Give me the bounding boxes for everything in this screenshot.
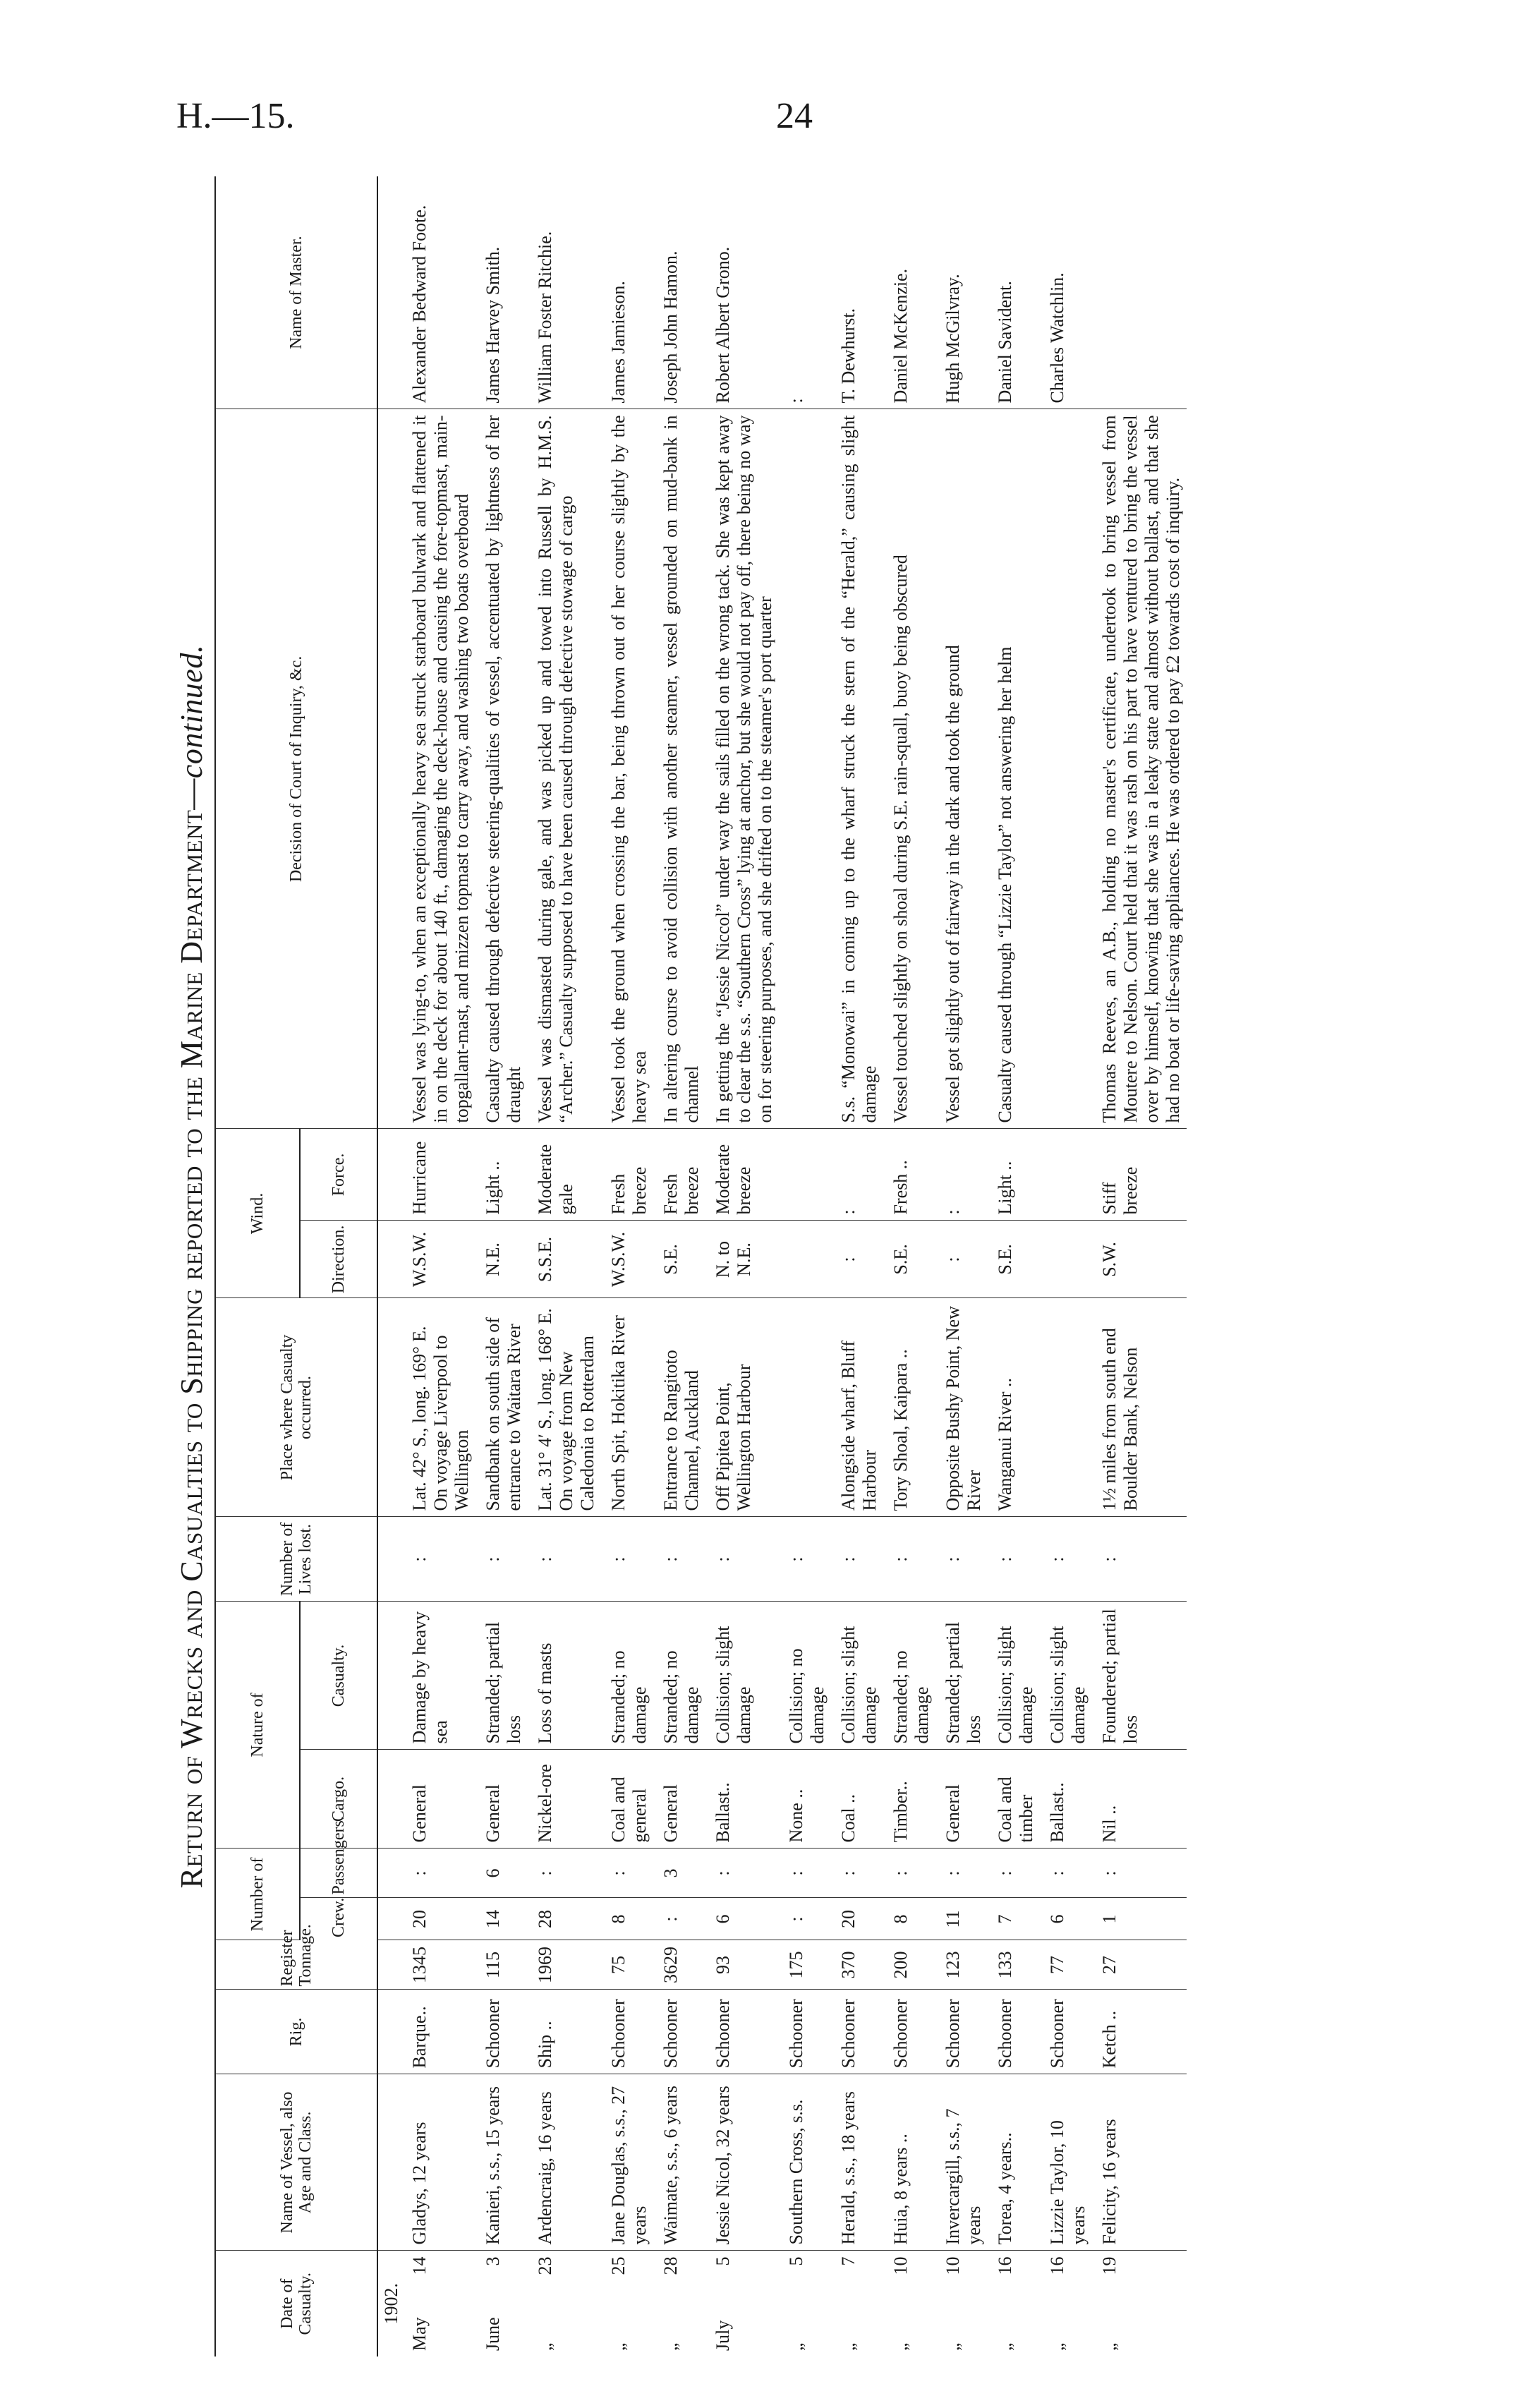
document-title bbox=[169, 176, 214, 2356]
cell-tonnage: 93 bbox=[705, 1940, 779, 1990]
cell-place: 1½ miles from south end Boulder Bank, Nelson bbox=[1092, 1298, 1187, 1517]
cell-crew: 8 bbox=[601, 1898, 653, 1940]
cell-force: Fresh breeze bbox=[653, 1129, 705, 1221]
cell-crew: 20 bbox=[831, 1898, 883, 1940]
cell-month: „ bbox=[1099, 2342, 1120, 2351]
cell-passengers: : bbox=[779, 1849, 831, 1898]
cell-day: 16 bbox=[995, 2256, 1015, 2275]
cell-vessel: Torea, 4 years.. bbox=[988, 2074, 1040, 2251]
cell-month: „ bbox=[890, 2342, 911, 2351]
cell-crew: 20 bbox=[402, 1898, 475, 1940]
cell-cargo: None .. bbox=[779, 1750, 831, 1849]
cell-direction: W.S.W. bbox=[601, 1221, 653, 1298]
table-row bbox=[883, 176, 935, 2356]
cell-date bbox=[988, 2251, 1040, 2356]
cell-cargo: General bbox=[402, 1750, 475, 1849]
cell-crew: 11 bbox=[935, 1898, 988, 1940]
cell-lives: : bbox=[601, 1517, 653, 1602]
cell-lives: : bbox=[475, 1517, 528, 1602]
cell-day: 25 bbox=[608, 2256, 629, 2275]
cell-vessel: Waimate, s.s., 6 years bbox=[653, 2074, 705, 2251]
cell-rig: Ketch .. bbox=[1092, 1990, 1187, 2074]
cell-master: Charles Watchlin. bbox=[1040, 176, 1092, 409]
cell-date bbox=[935, 2251, 988, 2356]
cell-lives: : bbox=[988, 1517, 1040, 1602]
col-crew: Crew. bbox=[300, 1898, 377, 1940]
cell-passengers: : bbox=[601, 1849, 653, 1898]
cell-casualty: Stranded; no damage bbox=[653, 1602, 705, 1750]
cell-tonnage: 3629 bbox=[653, 1940, 705, 1990]
cell-cargo: Timber.. bbox=[883, 1750, 935, 1849]
cell-tonnage: 133 bbox=[988, 1940, 1040, 1990]
cell-crew: 7 bbox=[988, 1898, 1040, 1940]
cell-lives: : bbox=[1040, 1517, 1092, 1602]
cell-tonnage: 200 bbox=[883, 1940, 935, 1990]
cell-passengers: : bbox=[831, 1849, 883, 1898]
cell-force: : bbox=[935, 1129, 988, 1221]
cell-place: Off Pipitea Point, Wellington Harbour bbox=[705, 1298, 779, 1517]
cell-force: Light .. bbox=[475, 1129, 528, 1221]
cell-rig: Schooner bbox=[779, 1990, 831, 2074]
cell-date bbox=[528, 2251, 601, 2356]
cell-place: Lat. 31° 4′ S., long. 168° E. On voyage from New Caledonia to Rotterdam bbox=[528, 1298, 601, 1517]
cell-month: June bbox=[483, 2317, 503, 2351]
cell-master: Daniel Savident. bbox=[988, 176, 1040, 409]
cell-lives: : bbox=[935, 1517, 988, 1602]
title-continued: continued. bbox=[174, 644, 209, 779]
cell-lives: : bbox=[883, 1517, 935, 1602]
cell-lives: : bbox=[831, 1517, 883, 1602]
cell-decision: In getting the “Jessie Niccol” under way the sails filled on the wrong tack. She was kept away to clear the s.s. “Southern Cross” lying at anchor, but she would not pay off, there being no way on for steering purposes, and she drifted on to the steamer's port quarter bbox=[705, 409, 779, 1129]
cell-rig: Schooner bbox=[988, 1990, 1040, 2074]
cell-day: 10 bbox=[890, 2256, 911, 2275]
cell-master: Joseph John Hamon. bbox=[653, 176, 705, 409]
cell-day: 28 bbox=[660, 2256, 681, 2275]
table-row bbox=[1092, 176, 1187, 2356]
table-row bbox=[1040, 176, 1092, 2356]
table-row bbox=[402, 176, 475, 2356]
year-label: 1902. bbox=[381, 2283, 401, 2325]
cell-place: Wanganui River .. bbox=[988, 1298, 1040, 1517]
cell-lives: : bbox=[402, 1517, 475, 1602]
cell-cargo: Ballast.. bbox=[705, 1750, 779, 1849]
cell-passengers: : bbox=[935, 1849, 988, 1898]
cell-decision: Vessel got slightly out of fairway in the dark and took the ground bbox=[935, 409, 988, 1129]
cell-rig: Schooner bbox=[935, 1990, 988, 2074]
cell-cargo: General bbox=[653, 1750, 705, 1849]
cell-month: „ bbox=[786, 2342, 806, 2351]
cell-casualty: Collision; slight damage bbox=[831, 1602, 883, 1750]
cell-master bbox=[1092, 176, 1187, 409]
cell-crew: 6 bbox=[705, 1898, 779, 1940]
cell-tonnage: 75 bbox=[601, 1940, 653, 1990]
cell-rig: Schooner bbox=[475, 1990, 528, 2074]
cell-rig: Schooner bbox=[831, 1990, 883, 2074]
cell-master: Hugh McGilvray. bbox=[935, 176, 988, 409]
cell-direction: S.E. bbox=[653, 1221, 705, 1298]
cell-force: Fresh .. bbox=[883, 1129, 935, 1221]
cell-day: 19 bbox=[1099, 2256, 1120, 2275]
cell-crew: : bbox=[779, 1898, 831, 1940]
cell-month: July bbox=[713, 2320, 733, 2351]
cell-decision: In altering course to avoid collision with another steamer, vessel grounded on mud-bank in channel bbox=[653, 409, 705, 1129]
cell-casualty: Collision; slight damage bbox=[1040, 1602, 1092, 1750]
cell-vessel: Jessie Nicol, 32 years bbox=[705, 2074, 779, 2251]
cell-decision: Casualty caused through defective steering-qualities of vessel, accentuated by lightness of her draught bbox=[475, 409, 528, 1129]
cell-force: Hurricane bbox=[402, 1129, 475, 1221]
col-decision: Decision of Court of Inquiry, &c. bbox=[215, 409, 377, 1129]
cell-casualty: Stranded; no damage bbox=[601, 1602, 653, 1750]
cell-master: : bbox=[779, 176, 831, 409]
cell-lives: : bbox=[653, 1517, 705, 1602]
col-vessel: Name of Vessel, also Age and Class. bbox=[215, 2074, 377, 2251]
cell-tonnage: 1969 bbox=[528, 1940, 601, 1990]
col-direction: Direction. bbox=[300, 1221, 377, 1298]
cell-place: Opposite Bushy Point, New River bbox=[935, 1298, 988, 1517]
col-rig: Rig. bbox=[215, 1990, 377, 2074]
cell-direction: S.E. bbox=[988, 1221, 1040, 1298]
cell-date bbox=[653, 2251, 705, 2356]
cell-decision bbox=[1040, 409, 1092, 1129]
cell-tonnage: 115 bbox=[475, 1940, 528, 1990]
cell-master: James Harvey Smith. bbox=[475, 176, 528, 409]
cell-passengers: : bbox=[883, 1849, 935, 1898]
cell-master: Robert Albert Grono. bbox=[705, 176, 779, 409]
cell-date bbox=[402, 2251, 475, 2356]
cell-master: William Foster Ritchie. bbox=[528, 176, 601, 409]
cell-place: Entrance to Rangitoto Channel, Auckland bbox=[653, 1298, 705, 1517]
cell-passengers: : bbox=[402, 1849, 475, 1898]
cell-tonnage: 370 bbox=[831, 1940, 883, 1990]
cell-casualty: Damage by heavy sea bbox=[402, 1602, 475, 1750]
cell-force: Moderate gale bbox=[528, 1129, 601, 1221]
cell-lives: : bbox=[705, 1517, 779, 1602]
cell-vessel: Southern Cross, s.s. bbox=[779, 2074, 831, 2251]
cell-date bbox=[705, 2251, 779, 2356]
cell-master: Alexander Bedward Foote. bbox=[402, 176, 475, 409]
col-wind: Wind. bbox=[215, 1129, 300, 1298]
cell-casualty: Collision; no damage bbox=[779, 1602, 831, 1750]
cell-cargo: General bbox=[935, 1750, 988, 1849]
cell-day: 16 bbox=[1047, 2256, 1067, 2275]
cell-decision: Vessel took the ground when crossing the bar, being thrown out of her course slightly by the heavy sea bbox=[601, 409, 653, 1129]
cell-rig: Barque.. bbox=[402, 1990, 475, 2074]
cell-rig: Schooner bbox=[653, 1990, 705, 2074]
cell-crew: 8 bbox=[883, 1898, 935, 1940]
cell-place bbox=[779, 1298, 831, 1517]
cell-month: „ bbox=[995, 2342, 1015, 2351]
cell-direction bbox=[779, 1221, 831, 1298]
cell-month: „ bbox=[535, 2342, 555, 2351]
cell-passengers: : bbox=[1092, 1849, 1187, 1898]
cell-date bbox=[883, 2251, 935, 2356]
table-row bbox=[528, 176, 601, 2356]
cell-master: James Jamieson. bbox=[601, 176, 653, 409]
cell-force bbox=[779, 1129, 831, 1221]
cell-day: 5 bbox=[786, 2256, 806, 2266]
year-row bbox=[377, 176, 402, 2356]
cell-cargo: Coal and timber bbox=[988, 1750, 1040, 1849]
cell-crew: 28 bbox=[528, 1898, 601, 1940]
table-row bbox=[831, 176, 883, 2356]
col-date: Date of Casualty. bbox=[215, 2251, 377, 2356]
cell-place: Tory Shoal, Kaipara .. bbox=[883, 1298, 935, 1517]
cell-direction: : bbox=[935, 1221, 988, 1298]
cell-tonnage: 123 bbox=[935, 1940, 988, 1990]
cell-month: „ bbox=[660, 2342, 681, 2351]
cell-vessel: Invercargill, s.s., 7 years bbox=[935, 2074, 988, 2251]
cell-month: May bbox=[409, 2317, 430, 2351]
cell-vessel: Gladys, 12 years bbox=[402, 2074, 475, 2251]
cell-direction: S.S.E. bbox=[528, 1221, 601, 1298]
cell-passengers: : bbox=[705, 1849, 779, 1898]
cell-passengers: : bbox=[528, 1849, 601, 1898]
cell-casualty: Collision; slight damage bbox=[988, 1602, 1040, 1750]
cell-crew: 14 bbox=[475, 1898, 528, 1940]
cell-month: „ bbox=[943, 2342, 963, 2351]
col-force: Force. bbox=[300, 1129, 377, 1221]
cell-lives: : bbox=[528, 1517, 601, 1602]
col-lives-lost: Number of Lives lost. bbox=[215, 1517, 377, 1602]
cell-crew: : bbox=[653, 1898, 705, 1940]
cell-direction: W.S.W. bbox=[402, 1221, 475, 1298]
cell-day: 14 bbox=[409, 2256, 430, 2275]
table-row bbox=[601, 176, 653, 2356]
cell-day: 23 bbox=[535, 2256, 555, 2275]
cell-tonnage: 175 bbox=[779, 1940, 831, 1990]
cell-cargo: Coal .. bbox=[831, 1750, 883, 1849]
cell-vessel: Kanieri, s.s., 15 years bbox=[475, 2074, 528, 2251]
table-row bbox=[779, 176, 831, 2356]
cell-tonnage: 77 bbox=[1040, 1940, 1092, 1990]
cell-vessel: Lizzie Taylor, 10 years bbox=[1040, 2074, 1092, 2251]
cell-place: North Spit, Hokitika River bbox=[601, 1298, 653, 1517]
cell-date bbox=[601, 2251, 653, 2356]
cell-crew: 1 bbox=[1092, 1898, 1187, 1940]
cell-day: 7 bbox=[838, 2256, 859, 2266]
cell-casualty: Stranded; partial loss bbox=[935, 1602, 988, 1750]
table-row bbox=[935, 176, 988, 2356]
cell-vessel: Huia, 8 years .. bbox=[883, 2074, 935, 2251]
cell-month: „ bbox=[1047, 2342, 1067, 2351]
cell-force: Stiff breeze bbox=[1092, 1129, 1187, 1221]
cell-passengers: 3 bbox=[653, 1849, 705, 1898]
cell-day: 10 bbox=[943, 2256, 963, 2275]
cell-vessel: Herald, s.s., 18 years bbox=[831, 2074, 883, 2251]
table-row bbox=[653, 176, 705, 2356]
cell-force bbox=[1040, 1129, 1092, 1221]
cell-date bbox=[831, 2251, 883, 2356]
cell-direction: S.E. bbox=[883, 1221, 935, 1298]
cell-cargo: Ballast.. bbox=[1040, 1750, 1092, 1849]
cell-force: Moderate breeze bbox=[705, 1129, 779, 1221]
cell-direction: S.W. bbox=[1092, 1221, 1187, 1298]
cell-direction bbox=[1040, 1221, 1092, 1298]
cell-direction: N.E. bbox=[475, 1221, 528, 1298]
cell-lives: : bbox=[1092, 1517, 1187, 1602]
cell-casualty: Foundered; partial loss bbox=[1092, 1602, 1187, 1750]
cell-day: 5 bbox=[713, 2256, 733, 2266]
cell-tonnage: 27 bbox=[1092, 1940, 1187, 1990]
cell-crew: 6 bbox=[1040, 1898, 1092, 1940]
cell-tonnage: 1345 bbox=[402, 1940, 475, 1990]
cell-cargo: Nickel-ore bbox=[528, 1750, 601, 1849]
cell-passengers: 6 bbox=[475, 1849, 528, 1898]
cell-rig: Schooner bbox=[1040, 1990, 1092, 2074]
col-passengers: Passengers. bbox=[300, 1849, 377, 1898]
cell-passengers: : bbox=[1040, 1849, 1092, 1898]
cell-decision: Casualty caused through “Lizzie Taylor” not answering her helm bbox=[988, 409, 1040, 1129]
cell-cargo: Nil .. bbox=[1092, 1750, 1187, 1849]
cell-month: „ bbox=[838, 2342, 859, 2351]
col-place: Place where Casualty occurred. bbox=[215, 1298, 377, 1517]
col-master: Name of Master. bbox=[215, 176, 377, 409]
table-row bbox=[475, 176, 528, 2356]
cell-cargo: General bbox=[475, 1750, 528, 1849]
cell-rig: Ship .. bbox=[528, 1990, 601, 2074]
cell-place: Sandbank on south side of entrance to Waitara River bbox=[475, 1298, 528, 1517]
cell-direction: N. to N.E. bbox=[705, 1221, 779, 1298]
cell-decision bbox=[779, 409, 831, 1129]
col-casualty: Casualty. bbox=[300, 1602, 377, 1750]
cell-date bbox=[1040, 2251, 1092, 2356]
cell-casualty: Collision; slight damage bbox=[705, 1602, 779, 1750]
cell-master: Daniel McKenzie. bbox=[883, 176, 935, 409]
cell-force: Fresh breeze bbox=[601, 1129, 653, 1221]
page-number: 24 bbox=[776, 96, 813, 136]
cell-place bbox=[1040, 1298, 1092, 1517]
cell-vessel: Ardencraig, 16 years bbox=[528, 2074, 601, 2251]
col-nature-of: Nature of bbox=[215, 1602, 300, 1849]
cell-month: „ bbox=[608, 2342, 629, 2351]
col-number-of: Number of bbox=[215, 1849, 300, 1940]
cell-casualty: Stranded; no damage bbox=[883, 1602, 935, 1750]
cell-day: 3 bbox=[483, 2256, 503, 2266]
cell-lives: : bbox=[779, 1517, 831, 1602]
cell-decision: Vessel was dismasted during gale, and was picked up and towed into Russell by H.M.S. “Archer.” Casualty supposed to have been caused through defective stowage of cargo bbox=[528, 409, 601, 1129]
cell-date bbox=[1092, 2251, 1187, 2356]
cell-passengers: : bbox=[988, 1849, 1040, 1898]
cell-master: T. Dewhurst. bbox=[831, 176, 883, 409]
page-reference: H.—15. bbox=[176, 96, 295, 136]
cell-date bbox=[475, 2251, 528, 2356]
cell-casualty: Loss of masts bbox=[528, 1602, 601, 1750]
cell-decision: Thomas Reeves, an A.B., holding no master's certificate, undertook to bring vessel from Moutere to Nelson. Court held that it was rash on his part to have ventured to bring the vessel over by himself, knowing that she was in a leaky state and almost without ballast, and that she had no boat or life-saving appliances. He was ordered to pay £2 towards cost of inquiry. bbox=[1092, 409, 1187, 1129]
cell-rig: Schooner bbox=[883, 1990, 935, 2074]
cell-vessel: Jane Douglas, s.s., 27 years bbox=[601, 2074, 653, 2251]
cell-rig: Schooner bbox=[705, 1990, 779, 2074]
cell-force: : bbox=[831, 1129, 883, 1221]
cell-vessel: Felicity, 16 years bbox=[1092, 2074, 1187, 2251]
table-row bbox=[705, 176, 779, 2356]
cell-casualty: Stranded; partial loss bbox=[475, 1602, 528, 1750]
cell-rig: Schooner bbox=[601, 1990, 653, 2074]
cell-place: Alongside wharf, Bluff Harbour bbox=[831, 1298, 883, 1517]
col-tonnage: Register Tonnage. bbox=[215, 1940, 377, 1990]
col-cargo: Cargo. bbox=[300, 1750, 377, 1849]
cell-cargo: Coal and general bbox=[601, 1750, 653, 1849]
cell-direction: : bbox=[831, 1221, 883, 1298]
title-main: Return of Wrecks and Casualties to Shipping reported to the Marine Department— bbox=[174, 778, 209, 1889]
rotated-table-region bbox=[169, 176, 1439, 2356]
casualty-table bbox=[214, 176, 1187, 2356]
cell-date bbox=[779, 2251, 831, 2356]
table-row bbox=[988, 176, 1040, 2356]
cell-place: Lat. 42° S., long. 169° E. On voyage Liverpool to Wellington bbox=[402, 1298, 475, 1517]
cell-force: Light .. bbox=[988, 1129, 1040, 1221]
cell-decision: S.s. “Monowai” in coming up to the wharf struck the stern of the “Herald,” causing slight damage bbox=[831, 409, 883, 1129]
cell-decision: Vessel touched slightly on shoal during S.E. rain-squall, buoy being obscured bbox=[883, 409, 935, 1129]
cell-decision: Vessel was lying-to, when an exceptionally heavy sea struck starboard bulwark and flattened it in on the deck for about 140 ft., damaging the deck-house and causing the fore-topmast, main-topgallant-mast, and mizzen topmast to carry away, and washing two boats overboard bbox=[402, 409, 475, 1129]
